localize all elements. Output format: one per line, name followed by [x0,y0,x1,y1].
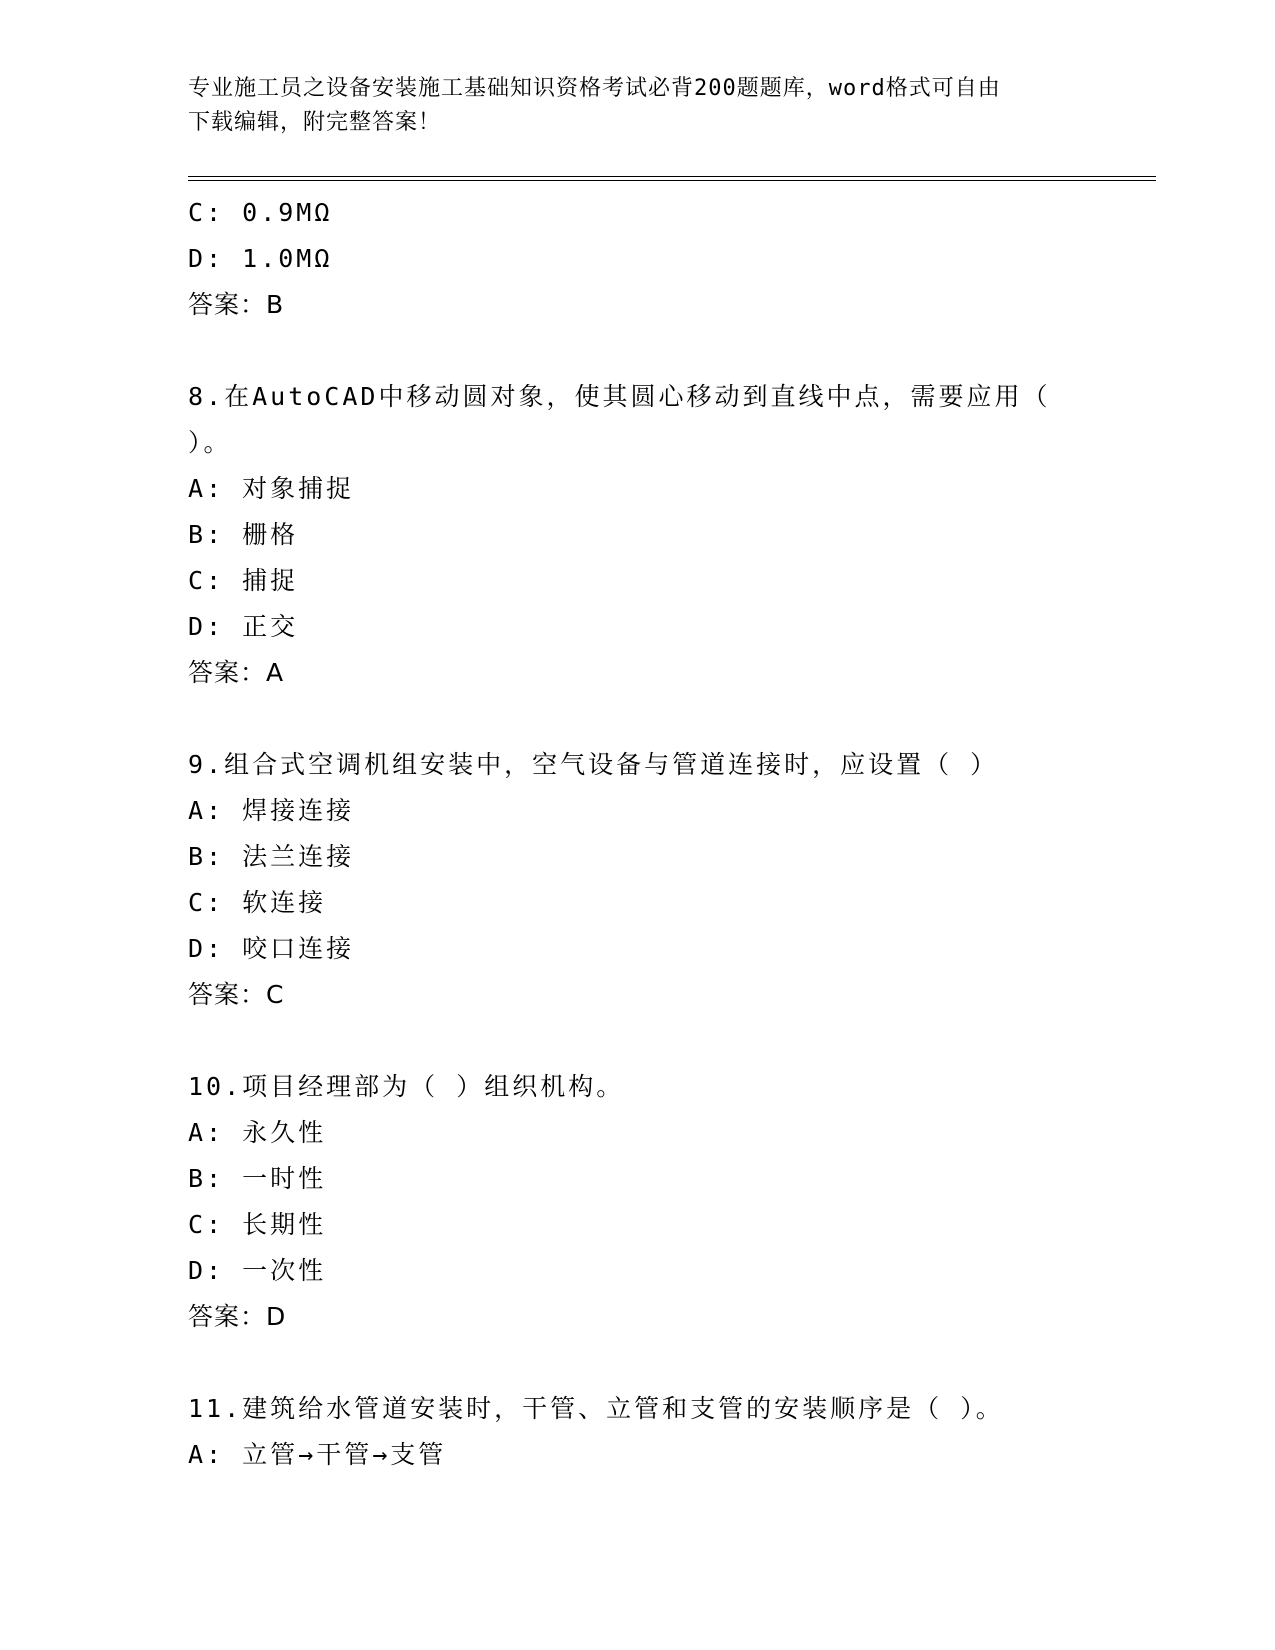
question-9-option-d: D: 咬口连接 [188,934,355,963]
question-11-stem: 11.建筑给水管道安装时，干管、立管和支管的安装顺序是（ ）。 [188,1394,1004,1423]
question-9-option-c: C: 软连接 [188,888,327,917]
question-7-answer: 答案：B [188,290,285,319]
question-10-answer: 答案：D [188,1302,287,1331]
header-title-line-1: 专业施工员之设备安装施工基础知识资格考试必背200题题库，word格式可自由 [188,76,1001,101]
question-11-option-a: A: 立管→干管→支管 [188,1440,447,1469]
question-10-option-b: B: 一时性 [188,1164,327,1193]
question-8-option-a: A: 对象捕捉 [188,474,355,503]
question-10-option-d: D: 一次性 [188,1256,327,1285]
question-8-answer: 答案：A [188,658,285,687]
question-10-stem: 10.项目经理部为（ ）组织机构。 [188,1072,625,1101]
question-9-option-b: B: 法兰连接 [188,842,355,871]
spacer [188,328,1156,374]
question-8-stem-line-2: ）。 [188,428,232,457]
question-8-option-d: D: 正交 [188,612,299,641]
question-content [188,190,1156,1478]
question-9-option-a: A: 焊接连接 [188,796,355,825]
question-7-option-c: C: 0.9MΩ [188,198,333,227]
document-header [188,72,1088,140]
header-title-line-2: 下载编辑，附完整答案！ [188,110,442,135]
question-10-option-a: A: 永久性 [188,1118,327,1147]
question-7-block [188,190,1156,328]
spacer [188,1340,1156,1386]
question-8-stem-line-1: 8.在AutoCAD中移动圆对象，使其圆心移动到直线中点，需要应用（ [188,382,1051,411]
question-10-option-c: C: 长期性 [188,1210,327,1239]
question-8-option-c: C: 捕捉 [188,566,299,595]
question-9-answer: 答案：C [188,980,285,1009]
question-8-option-b: B: 栅格 [188,520,299,549]
question-10-block [188,1064,1156,1340]
question-9-block [188,742,1156,1018]
question-9-stem: 9.组合式空调机组安装中，空气设备与管道连接时，应设置（ ） [188,750,999,779]
question-7-option-d: D: 1.0MΩ [188,244,333,273]
spacer [188,1018,1156,1064]
question-11-block [188,1386,1156,1478]
header-double-rule [188,176,1156,181]
spacer [188,696,1156,742]
question-8-block [188,374,1156,696]
